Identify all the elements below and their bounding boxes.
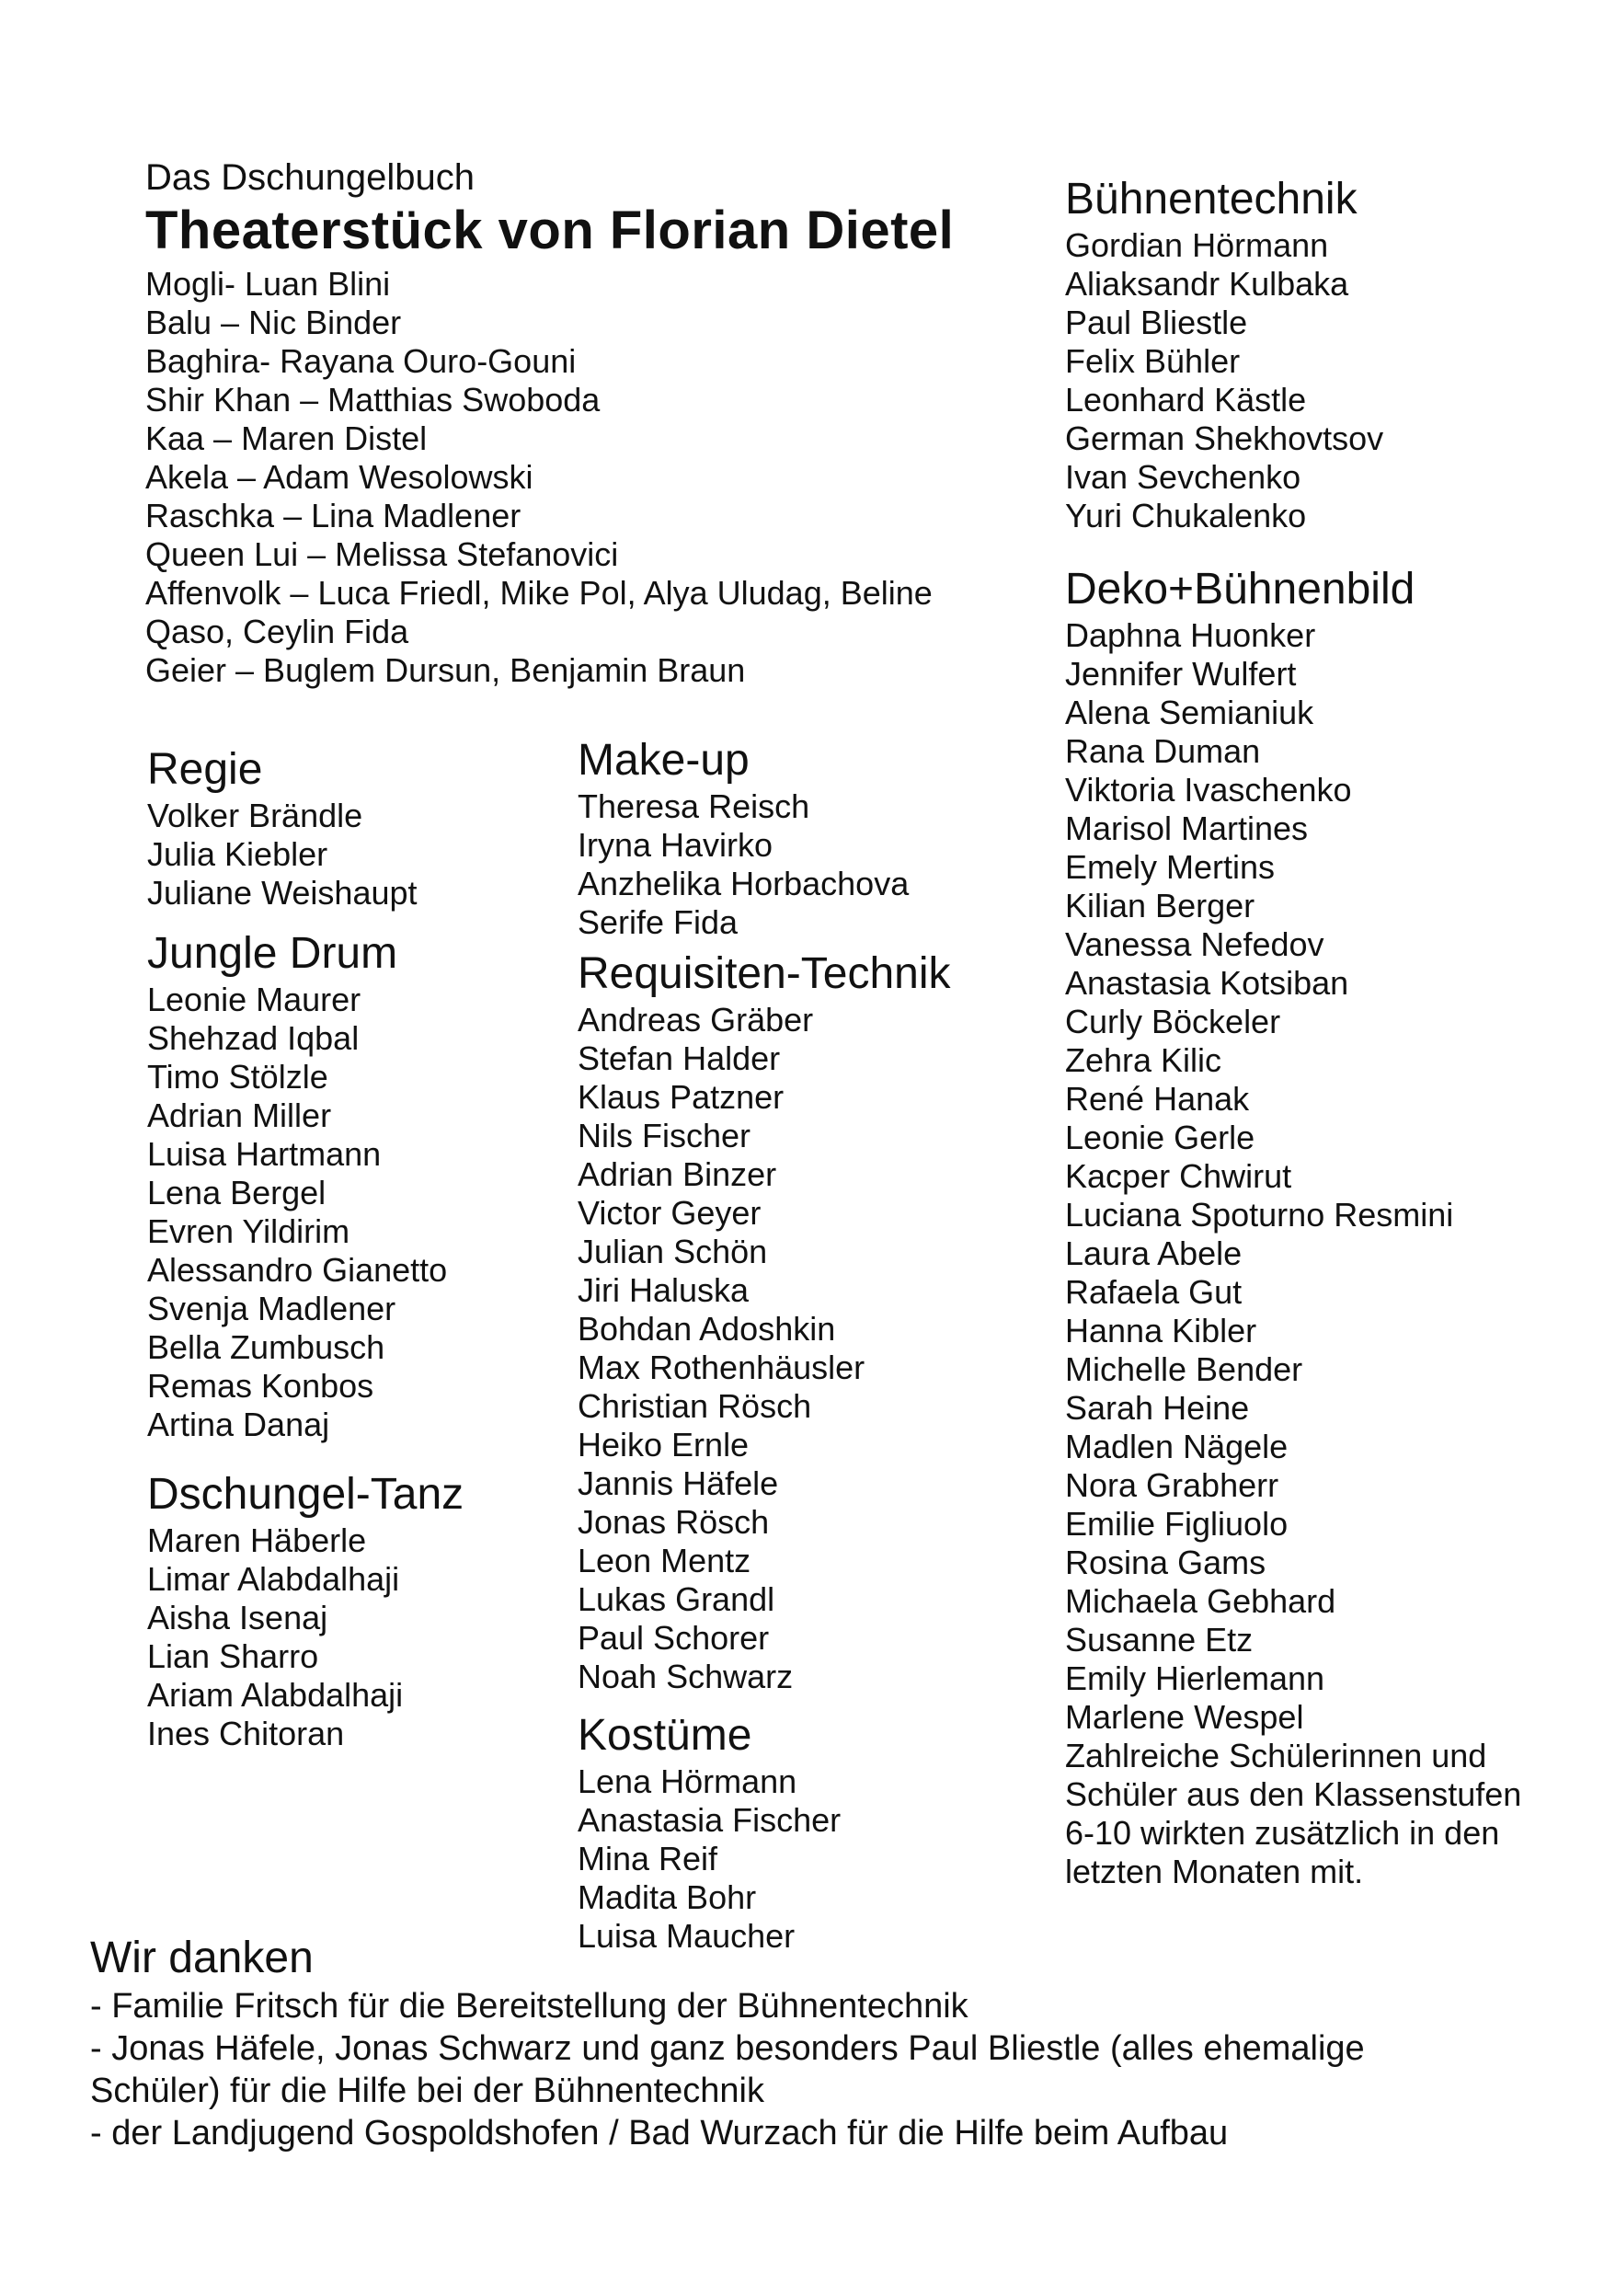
deko-name: Kilian Berger bbox=[1065, 887, 1255, 924]
regie-name: Julia Kiebler bbox=[147, 835, 328, 873]
cast-item: Mogli- Luan Blini bbox=[145, 265, 391, 303]
deko-heading: Deko+Bühnenbild bbox=[1065, 565, 1415, 614]
cast-item: Queen Lui – Melissa Stefanovici bbox=[145, 535, 619, 573]
requisiten-name: Christian Rösch bbox=[578, 1387, 812, 1425]
cast-item: Geier – Buglem Dursun, Benjamin Braun bbox=[145, 651, 746, 689]
cast-item: Raschka – Lina Madlener bbox=[145, 497, 521, 534]
jungle-drum-name: Alessandro Gianetto bbox=[147, 1251, 448, 1289]
dschungel-tanz-name: Aisha Isenaj bbox=[147, 1599, 328, 1636]
deko-name: Emely Mertins bbox=[1065, 848, 1276, 886]
requisiten-name: Noah Schwarz bbox=[578, 1658, 794, 1695]
make-up-section bbox=[578, 734, 909, 942]
jungle-drum-section bbox=[147, 927, 447, 1444]
cast-item: Balu – Nic Binder bbox=[145, 304, 402, 341]
requisiten-name: Jonas Rösch bbox=[578, 1503, 770, 1541]
requisiten-name: Julian Schön bbox=[578, 1233, 768, 1270]
requisiten-name: Paul Schorer bbox=[578, 1619, 770, 1657]
deko-name: Rana Duman bbox=[1065, 732, 1261, 770]
requisiten-name: Bohdan Adoshkin bbox=[578, 1310, 836, 1348]
dschungel-tanz-list bbox=[147, 1521, 464, 1753]
cast-item: Affenvolk – Luca Friedl, Mike Pol, Alya Uludag, Beline bbox=[145, 574, 933, 612]
buehnentechnik-name: Leonhard Kästle bbox=[1065, 381, 1307, 419]
requisiten-name: Jiri Haluska bbox=[578, 1271, 750, 1309]
buehnentechnik-name: Aliaksandr Kulbaka bbox=[1065, 265, 1349, 303]
play-header bbox=[145, 156, 1028, 690]
deko-name: Jennifer Wulfert bbox=[1065, 655, 1297, 693]
play-title: Theaterstück von Florian Dietel bbox=[145, 201, 955, 260]
deko-name: Michelle Bender bbox=[1065, 1350, 1303, 1388]
make-up-name: Anzhelika Horbachova bbox=[578, 865, 910, 902]
jungle-drum-name: Timo Stölzle bbox=[147, 1058, 328, 1096]
buehnentechnik-name: German Shekhovtsov bbox=[1065, 419, 1384, 457]
cast-item: Shir Khan – Matthias Swoboda bbox=[145, 381, 601, 419]
thanks-line: - Jonas Häfele, Jonas Schwarz und ganz besonders Paul Bliestle (alles ehemalige bbox=[90, 2029, 1365, 2068]
requisiten-name: Jannis Häfele bbox=[578, 1464, 779, 1502]
deko-name: Hanna Kibler bbox=[1065, 1312, 1257, 1349]
buehnentechnik-name: Yuri Chukalenko bbox=[1065, 497, 1307, 534]
regie-name: Juliane Weishaupt bbox=[147, 874, 418, 912]
buehnentechnik-name: Paul Bliestle bbox=[1065, 304, 1248, 341]
deko-name: Marisol Martines bbox=[1065, 809, 1309, 847]
kostueme-heading: Kostüme bbox=[578, 1711, 752, 1760]
deko-name: Viktoria Ivaschenko bbox=[1065, 771, 1352, 809]
helpers-note-line: Schüler aus den Klassenstufen bbox=[1065, 1775, 1522, 1813]
jungle-drum-name: Leonie Maurer bbox=[147, 981, 361, 1018]
dschungel-tanz-name: Ines Chitoran bbox=[147, 1715, 345, 1752]
buehnentechnik-section bbox=[1065, 173, 1383, 535]
deko-name: Michaela Gebhard bbox=[1065, 1582, 1336, 1620]
cast-item: Baghira- Rayana Ouro-Gouni bbox=[145, 342, 577, 380]
deko-name: Rafaela Gut bbox=[1065, 1273, 1243, 1311]
thanks-line: - der Landjugend Gospoldshofen / Bad Wurzach für die Hilfe beim Aufbau bbox=[90, 2114, 1229, 2152]
make-up-name: Theresa Reisch bbox=[578, 787, 810, 825]
jungle-drum-name: Remas Konbos bbox=[147, 1367, 374, 1405]
jungle-drum-name: Bella Zumbusch bbox=[147, 1328, 385, 1366]
jungle-drum-name: Artina Danaj bbox=[147, 1406, 330, 1443]
deko-name: Curly Böckeler bbox=[1065, 1003, 1281, 1040]
make-up-name: Iryna Havirko bbox=[578, 826, 773, 864]
kostueme-list bbox=[578, 1762, 841, 1956]
deko-name: Vanessa Nefedov bbox=[1065, 925, 1324, 963]
helpers-note bbox=[1065, 1737, 1521, 1891]
deko-name: Madlen Nägele bbox=[1065, 1428, 1289, 1465]
buehnentechnik-list bbox=[1065, 226, 1383, 535]
dschungel-tanz-section bbox=[147, 1468, 464, 1753]
regie-section bbox=[147, 743, 418, 913]
jungle-drum-heading: Jungle Drum bbox=[147, 929, 398, 978]
dschungel-tanz-name: Lian Sharro bbox=[147, 1637, 319, 1675]
kostueme-section bbox=[578, 1709, 841, 1956]
requisiten-name: Andreas Gräber bbox=[578, 1001, 814, 1039]
deko-name: Daphna Huonker bbox=[1065, 616, 1316, 654]
buehnentechnik-name: Gordian Hörmann bbox=[1065, 226, 1329, 264]
helpers-note-line: 6-10 wirkten zusätzlich in den bbox=[1065, 1814, 1500, 1852]
cast-item: Kaa – Maren Distel bbox=[145, 419, 428, 457]
requisiten-name: Adrian Binzer bbox=[578, 1155, 777, 1193]
requisiten-name: Victor Geyer bbox=[578, 1194, 762, 1232]
requisiten-heading: Requisiten-Technik bbox=[578, 949, 951, 998]
requisiten-name: Stefan Halder bbox=[578, 1039, 781, 1077]
deko-name: Emilie Figliuolo bbox=[1065, 1505, 1289, 1543]
cast-item: Qaso, Ceylin Fida bbox=[145, 613, 409, 650]
buehnentechnik-heading: Bühnentechnik bbox=[1065, 175, 1358, 224]
deko-name: Marlene Wespel bbox=[1065, 1698, 1304, 1736]
deko-name: Kacper Chwirut bbox=[1065, 1157, 1292, 1195]
play-subtitle: Das Dschungelbuch bbox=[145, 157, 475, 198]
requisiten-name: Leon Mentz bbox=[578, 1542, 751, 1579]
requisiten-name: Lukas Grandl bbox=[578, 1580, 775, 1618]
deko-section bbox=[1065, 563, 1521, 1891]
make-up-list bbox=[578, 787, 909, 942]
cast-list bbox=[145, 265, 1028, 690]
kostueme-name: Mina Reif bbox=[578, 1840, 718, 1877]
dschungel-tanz-name: Limar Alabdalhaji bbox=[147, 1560, 400, 1598]
requisiten-list bbox=[578, 1001, 951, 1696]
requisiten-name: Klaus Patzner bbox=[578, 1078, 785, 1116]
deko-name: Rosina Gams bbox=[1065, 1544, 1266, 1581]
deko-name: Leonie Gerle bbox=[1065, 1119, 1255, 1156]
regie-name: Volker Brändle bbox=[147, 797, 363, 834]
helpers-note-line: letzten Monaten mit. bbox=[1065, 1853, 1364, 1890]
dschungel-tanz-name: Maren Häberle bbox=[147, 1521, 367, 1559]
make-up-name: Serife Fida bbox=[578, 903, 739, 941]
jungle-drum-name: Svenja Madlener bbox=[147, 1290, 396, 1327]
thanks-line: - Familie Fritsch für die Bereitstellung der Bühnentechnik bbox=[90, 1987, 968, 2026]
make-up-heading: Make-up bbox=[578, 736, 750, 785]
requisiten-name: Nils Fischer bbox=[578, 1117, 751, 1154]
deko-name: Susanne Etz bbox=[1065, 1621, 1254, 1659]
requisiten-section bbox=[578, 947, 951, 1696]
deko-name: René Hanak bbox=[1065, 1080, 1250, 1118]
jungle-drum-name: Lena Bergel bbox=[147, 1174, 327, 1211]
thanks-line: Schüler) für die Hilfe bei der Bühnentechnik bbox=[90, 2072, 764, 2110]
deko-name: Alena Semianiuk bbox=[1065, 694, 1314, 731]
deko-name: Laura Abele bbox=[1065, 1234, 1243, 1272]
kostueme-name: Madita Bohr bbox=[578, 1878, 757, 1916]
kostueme-name: Anastasia Fischer bbox=[578, 1801, 842, 1839]
deko-list bbox=[1065, 616, 1521, 1737]
kostueme-name: Lena Hörmann bbox=[578, 1762, 797, 1800]
thanks-heading: Wir danken bbox=[90, 1934, 314, 1982]
buehnentechnik-name: Ivan Sevchenko bbox=[1065, 458, 1301, 496]
deko-name: Zehra Kilic bbox=[1065, 1041, 1222, 1079]
deko-name: Nora Grabherr bbox=[1065, 1466, 1279, 1504]
deko-name: Anastasia Kotsiban bbox=[1065, 964, 1349, 1002]
deko-name: Sarah Heine bbox=[1065, 1389, 1250, 1427]
kostueme-name: Luisa Maucher bbox=[578, 1917, 796, 1955]
jungle-drum-name: Luisa Hartmann bbox=[147, 1135, 382, 1173]
regie-list bbox=[147, 797, 418, 913]
thanks-section bbox=[90, 1932, 1365, 2154]
buehnentechnik-name: Felix Bühler bbox=[1065, 342, 1241, 380]
cast-item: Akela – Adam Wesolowski bbox=[145, 458, 533, 496]
regie-heading: Regie bbox=[147, 745, 263, 794]
thanks-lines bbox=[90, 1985, 1365, 2154]
helpers-note-line: Zahlreiche Schülerinnen und bbox=[1065, 1737, 1487, 1774]
jungle-drum-name: Shehzad Iqbal bbox=[147, 1019, 360, 1057]
deko-name: Luciana Spoturno Resmini bbox=[1065, 1196, 1454, 1234]
deko-name: Emily Hierlemann bbox=[1065, 1659, 1325, 1697]
requisiten-name: Max Rothenhäusler bbox=[578, 1349, 865, 1386]
dschungel-tanz-heading: Dschungel-Tanz bbox=[147, 1470, 464, 1519]
jungle-drum-name: Adrian Miller bbox=[147, 1096, 332, 1134]
requisiten-name: Heiko Ernle bbox=[578, 1426, 750, 1464]
jungle-drum-list bbox=[147, 981, 447, 1444]
dschungel-tanz-name: Ariam Alabdalhaji bbox=[147, 1676, 404, 1714]
jungle-drum-name: Evren Yildirim bbox=[147, 1212, 350, 1250]
